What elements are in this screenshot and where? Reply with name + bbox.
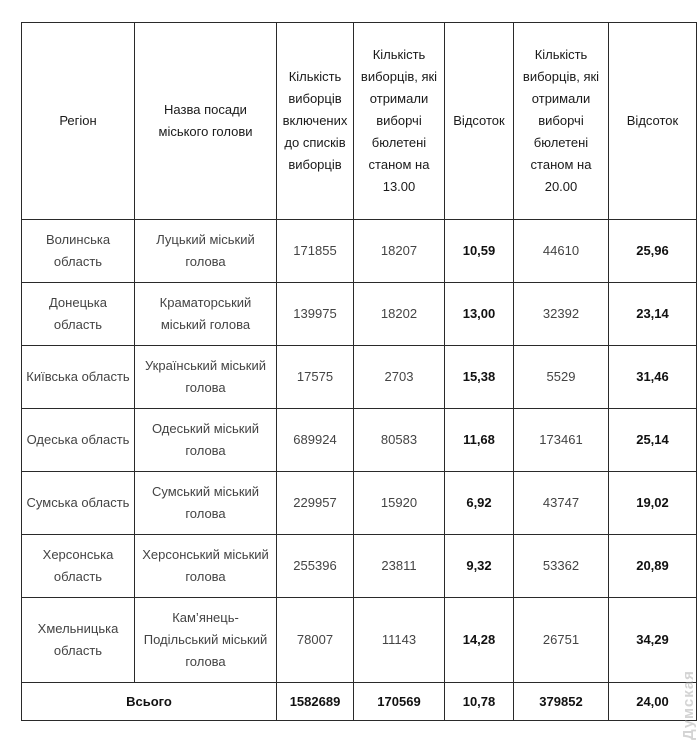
table-header-row [22,23,697,220]
header-registered-voters: Кількість виборців включених до списків виборців [277,23,354,220]
cell-ballots-20: 26751 [514,598,609,683]
cell-position: Херсонський міський голова [135,535,277,598]
cell-region: Одеська область [22,409,135,472]
cell-percent-20: 19,02 [609,472,697,535]
cell-position: Український міський голова [135,346,277,409]
header-ballots-20: Кількість виборців, які отримали виборчі бюлетені станом на 20.00 [514,23,609,220]
cell-percent-13: 13,00 [445,283,514,346]
cell-region: Херсонська область [22,535,135,598]
cell-percent-20: 34,29 [609,598,697,683]
header-region: Регіон [22,23,135,220]
cell-percent-13: 11,68 [445,409,514,472]
cell-ballots-13: 15920 [354,472,445,535]
cell-region: Хмельницька область [22,598,135,683]
cell-percent-13: 6,92 [445,472,514,535]
election-turnout-table [21,22,697,721]
table-row [22,220,697,283]
cell-percent-13: 14,28 [445,598,514,683]
cell-percent-13: 15,38 [445,346,514,409]
header-percent-20: Відсоток [609,23,697,220]
total-ballots-20: 379852 [514,683,609,721]
cell-percent-20: 20,89 [609,535,697,598]
cell-region: Сумська область [22,472,135,535]
cell-ballots-13: 2703 [354,346,445,409]
cell-position: Одеський міський голова [135,409,277,472]
total-registered: 1582689 [277,683,354,721]
cell-registered: 689924 [277,409,354,472]
watermark-logo: Думская [680,670,697,740]
cell-position: Сумський міський голова [135,472,277,535]
cell-ballots-20: 173461 [514,409,609,472]
table-row [22,472,697,535]
table-row [22,535,697,598]
cell-position: Кам’янець-Подільський міський голова [135,598,277,683]
cell-ballots-20: 53362 [514,535,609,598]
cell-ballots-13: 18207 [354,220,445,283]
total-label: Всього [22,683,277,721]
cell-position: Луцький міський голова [135,220,277,283]
cell-registered: 255396 [277,535,354,598]
cell-ballots-20: 5529 [514,346,609,409]
cell-ballots-13: 23811 [354,535,445,598]
cell-percent-20: 23,14 [609,283,697,346]
table-row [22,283,697,346]
cell-percent-13: 10,59 [445,220,514,283]
cell-region: Київська область [22,346,135,409]
total-percent-20: 24,00 [609,683,697,721]
total-row [22,683,697,721]
header-position: Назва посади міського голови [135,23,277,220]
cell-position: Краматорський міський голова [135,283,277,346]
header-percent-13: Відсоток [445,23,514,220]
table-row [22,598,697,683]
cell-ballots-20: 44610 [514,220,609,283]
cell-registered: 78007 [277,598,354,683]
total-ballots-13: 170569 [354,683,445,721]
cell-ballots-13: 80583 [354,409,445,472]
cell-percent-20: 31,46 [609,346,697,409]
header-ballots-13: Кількість виборців, які отримали виборчі бюлетені станом на 13.00 [354,23,445,220]
total-percent-13: 10,78 [445,683,514,721]
cell-registered: 171855 [277,220,354,283]
cell-region: Волинська область [22,220,135,283]
cell-ballots-13: 18202 [354,283,445,346]
cell-registered: 139975 [277,283,354,346]
cell-registered: 17575 [277,346,354,409]
cell-region: Донецька область [22,283,135,346]
table-row [22,409,697,472]
cell-ballots-13: 11143 [354,598,445,683]
cell-registered: 229957 [277,472,354,535]
cell-percent-20: 25,14 [609,409,697,472]
cell-percent-13: 9,32 [445,535,514,598]
cell-ballots-20: 43747 [514,472,609,535]
table-row [22,346,697,409]
cell-percent-20: 25,96 [609,220,697,283]
cell-ballots-20: 32392 [514,283,609,346]
